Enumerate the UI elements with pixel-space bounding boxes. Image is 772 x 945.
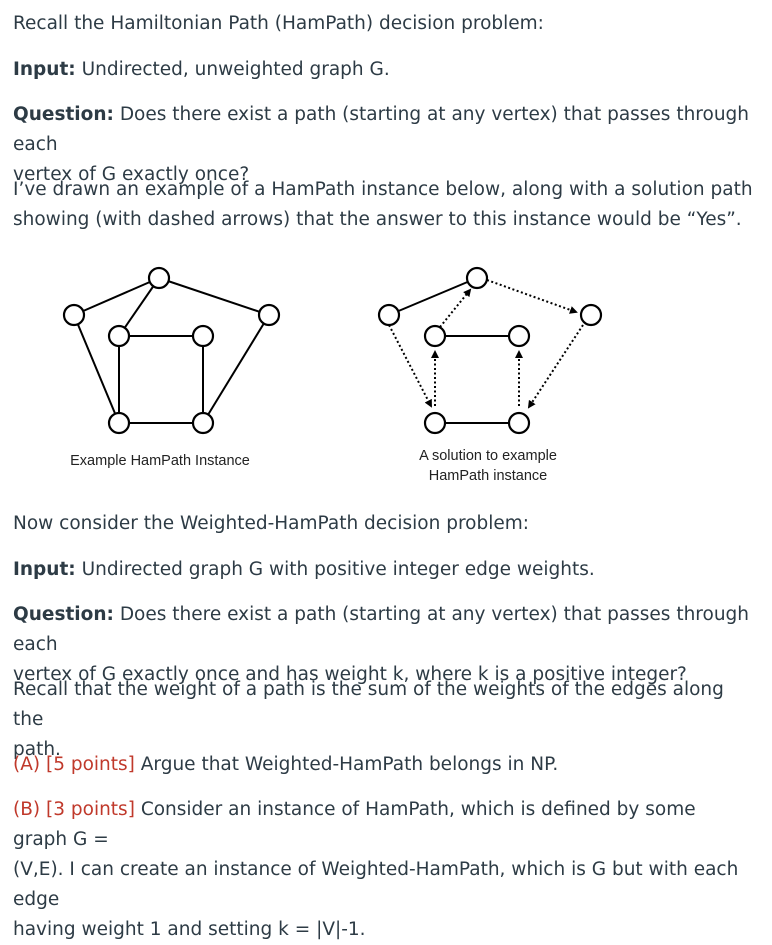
input-text: Undirected, unweighted graph G. <box>81 59 390 80</box>
vertex <box>149 268 169 288</box>
vertex <box>259 305 279 325</box>
solution-caption: A solution to example HamPath instance <box>419 448 557 484</box>
weighted-intro: Now consider the Weighted-HamPath decision problem: <box>13 513 529 534</box>
vertex <box>193 326 213 346</box>
path-arrow <box>487 280 576 312</box>
vertex <box>509 326 529 346</box>
question-label: Question: <box>13 604 114 625</box>
recall-line: Recall the Hamiltonian Path (HamPath) decision problem: <box>13 13 544 34</box>
question-label: Question: <box>13 104 114 125</box>
vertex <box>109 413 129 433</box>
path-arrow <box>440 290 470 327</box>
part-a: (A) [5 points] Argue that Weighted-HamPath belongs in NP. <box>13 754 559 775</box>
vertex <box>193 413 213 433</box>
edge <box>159 278 269 315</box>
hampath-input <box>13 55 753 85</box>
solution-vertices <box>379 268 601 433</box>
vertex <box>109 326 129 346</box>
part-a-label: (A) [5 points] <box>13 754 135 775</box>
input-label: Input: <box>13 59 76 80</box>
example-description: I’ve drawn an example of a HamPath instance below, along with a solution path showing (with dashed arrows) that the answer to this instance would be “Yes”. <box>13 179 753 230</box>
vertex <box>581 305 601 325</box>
part-b: (B) [3 points] Consider an instance of HamPath, which is defined by some graph G = (V,E). I can create an instance of Weighted-HamPath, which is G but with each edge having weight 1 and setting k = |V|-1. <box>13 799 739 940</box>
vertex <box>425 326 445 346</box>
weight-definition: Recall that the weight of a path is the sum of the weights of the edges along the path. <box>13 679 724 760</box>
example-caption: Example HamPath Instance <box>70 453 250 469</box>
weighted-question: Question: Does there exist a path (starting at any vertex) that passes through each vertex of G exactly once and has weight k, where k is a positive integer? <box>13 604 750 685</box>
solution-graph <box>389 278 519 423</box>
part-b-label: (B) [3 points] <box>13 799 135 820</box>
solution-path-arrows <box>389 280 583 407</box>
vertex <box>64 305 84 325</box>
vertex <box>379 305 399 325</box>
graph-figures <box>0 258 772 498</box>
vertex <box>467 268 487 288</box>
hampath-question: Question: Does there exist a path (starting at any vertex) that passes through each vertex of G exactly once? <box>13 104 750 185</box>
vertex <box>509 413 529 433</box>
edge <box>389 278 477 315</box>
weighted-input: Input: Undirected graph G with positive integer edge weights. <box>13 559 595 580</box>
example-graph <box>74 278 269 423</box>
vertex <box>425 413 445 433</box>
input-label: Input: <box>13 559 76 580</box>
path-arrow <box>529 325 583 407</box>
